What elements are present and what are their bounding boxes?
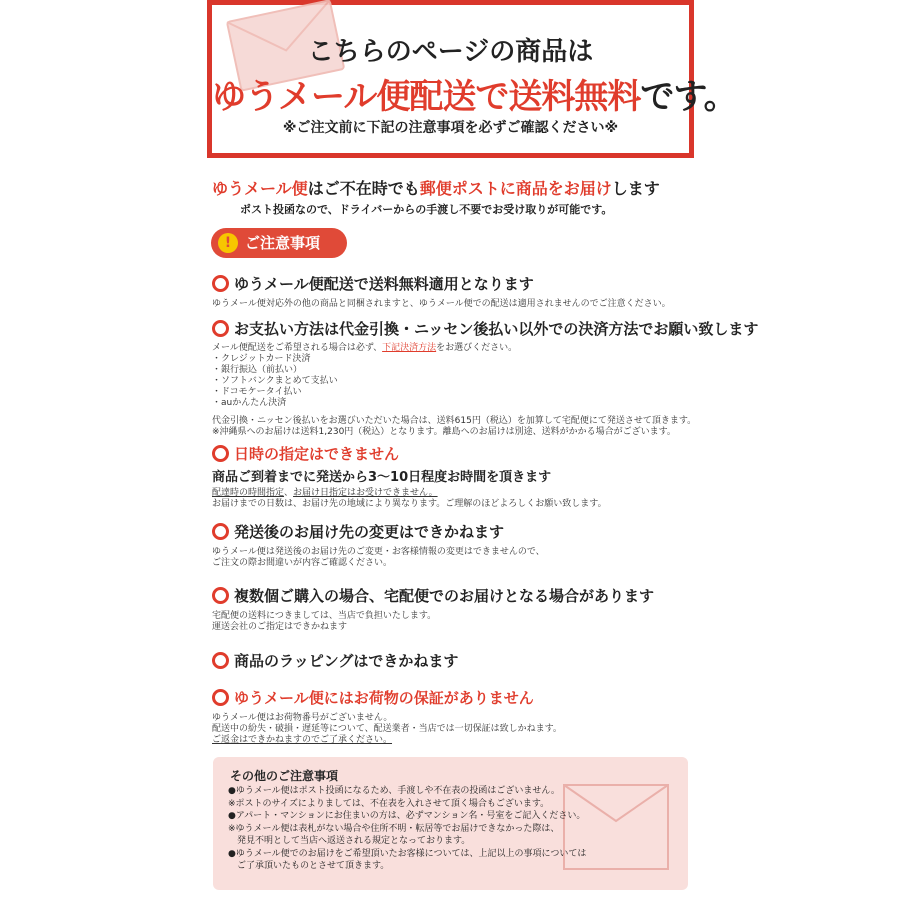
section-title-text: 発送後のお届け先の変更はできかねます bbox=[234, 523, 505, 541]
list-item: ・クレジットカード決済 bbox=[212, 354, 311, 364]
payment-note1: 代金引換・ニッセン後払いをお選びいただいた場合は、送料615円（税込）を加算して宅配便にて発送させて頂きます。 bbox=[212, 416, 697, 426]
section-title-text: ゆうメール便配送で送料無料適用となります bbox=[234, 275, 534, 293]
section-red-text: ご返金はできかねますのでご了承ください。 bbox=[212, 735, 393, 745]
red-c: お届け日指定はお受けできません。 bbox=[293, 488, 438, 498]
section-title bbox=[212, 650, 458, 671]
section-title-text: 日時の指定はできません bbox=[234, 445, 400, 463]
payment-methods-list bbox=[212, 354, 758, 409]
section-text: 運送会社のご指定はできかねます bbox=[212, 622, 348, 632]
list-item: ・銀行振込（前払い） bbox=[212, 365, 303, 375]
section-title bbox=[212, 521, 545, 542]
section-title-text: お支払い方法は代金引換・ニッセン後払い以外での決済方法でお願い致します bbox=[234, 320, 759, 338]
section-no-guarantee bbox=[212, 687, 562, 746]
note-line: ●ゆうメール便でのお届けをご希望頂いたお客様については、上記以上の事項については bbox=[228, 848, 587, 859]
section-title bbox=[212, 585, 654, 606]
other-notes-title: その他のご注意事項 bbox=[230, 769, 339, 783]
text-a: メール便配送をご希望される場合は必ず、 bbox=[212, 343, 383, 353]
section-text: 配送中の紛失・破損・遅延等について、配送業者・当店では一切保証は致しかねます。 bbox=[212, 724, 562, 734]
section-no-wrapping bbox=[212, 650, 458, 671]
circle-icon bbox=[212, 445, 229, 462]
section-title-text: 複数個ご購入の場合、宅配便でのお届けとなる場合があります bbox=[234, 587, 655, 605]
section-no-address-change bbox=[212, 521, 545, 569]
list-item: ・ソフトバンクまとめて支払い bbox=[212, 376, 338, 386]
section-title bbox=[212, 443, 607, 464]
section-text: ゆうメール便はお荷物番号がございません。 bbox=[212, 713, 393, 723]
note-line: ※ポストのサイズによりましては、不在表を入れさせて頂く場合もございます。 bbox=[228, 798, 550, 809]
banner-free-shipping: ゆうメール便配送で送料無料 bbox=[212, 77, 641, 117]
intro-text-d: します bbox=[611, 179, 660, 198]
section-red-note bbox=[212, 488, 607, 499]
header-banner bbox=[207, 0, 737, 158]
circle-icon bbox=[212, 275, 229, 292]
red-a: 配達時の時間指定 bbox=[212, 488, 285, 498]
section-text: ご注文の際お間違いが内容ご確認ください。 bbox=[212, 558, 393, 568]
section-multiple-items bbox=[212, 585, 654, 633]
circle-icon bbox=[212, 689, 229, 706]
section-title-text: ゆうメール便にはお荷物の保証がありません bbox=[234, 689, 534, 707]
circle-icon bbox=[212, 320, 229, 337]
list-item: ・auかんたん決済 bbox=[212, 398, 287, 408]
section-title bbox=[212, 273, 671, 294]
note-line: ※ゆうメール便は表札がない場合や住所不明・転居等でお届けできなかった際は、 bbox=[228, 823, 560, 834]
circle-icon bbox=[212, 652, 229, 669]
intro-headline bbox=[212, 176, 660, 199]
banner-line2 bbox=[212, 69, 737, 118]
note-line: 発見不明として当店へ返送される規定となっております。 bbox=[228, 836, 471, 846]
section-text: ゆうメール便は発送後のお届け先のご変更・お客様情報の変更はできませんので、 bbox=[212, 547, 545, 557]
banner-line3: ※ご注文前に下記の注意事項を必ずご確認ください※ bbox=[282, 120, 619, 136]
section-text: 宅配便の送料につきましては、当店で負担いたします。 bbox=[212, 611, 437, 621]
note-line: ●アパート・マンションにお住まいの方は、必ずマンション名・号室をご記入ください。 bbox=[228, 811, 586, 821]
section-text: お届けまでの日数は、お届け先の地域により異なります。ご理解のほどよろしくお願い致します。 bbox=[212, 499, 607, 509]
list-item: ・ドコモケータイ払い bbox=[212, 387, 302, 397]
payment-note2: ※沖縄県へのお届けは送料1,230円（税込）となります。離島へのお届けは別途、送料がかかる場合がございます。 bbox=[212, 427, 676, 437]
circle-icon bbox=[212, 587, 229, 604]
other-notes-lines bbox=[228, 785, 586, 873]
circle-icon bbox=[212, 523, 229, 540]
intro-yumail: ゆうメール便 bbox=[212, 179, 308, 198]
section-title bbox=[212, 318, 758, 339]
payment-methods-link: 下記決済方法 bbox=[382, 343, 437, 353]
red-b: 、 bbox=[284, 488, 294, 498]
section-free-shipping bbox=[212, 273, 671, 310]
banner-desu: です。 bbox=[640, 77, 737, 117]
intro-text-b: はご不在時でも bbox=[307, 179, 420, 198]
note-line: ご了承頂いたものとさせて頂きます。 bbox=[228, 861, 390, 871]
section-sub: 商品ご到着までに発送から3〜10日程度お時間を頂きます bbox=[212, 470, 552, 485]
banner-line1: こちらのページの商品は bbox=[307, 37, 594, 67]
note-line: ●ゆうメール便はポスト投函になるため、手渡しや不在表の投函はございません。 bbox=[228, 786, 560, 796]
other-notes-box bbox=[213, 757, 688, 890]
text-c: をお選びください。 bbox=[436, 343, 518, 353]
intro-subline: ポスト投函なので、ドライバーからの手渡し不要でお受け取りが可能です。 bbox=[240, 203, 613, 216]
exclamation-icon: ! bbox=[218, 233, 238, 253]
section-text bbox=[212, 343, 758, 354]
section-payment bbox=[212, 318, 758, 438]
section-text: ゆうメール便対応外の他の商品と同梱されますと、ゆうメール便での配送は適用されませんのでご注意ください。 bbox=[212, 299, 671, 309]
section-title bbox=[212, 687, 562, 708]
section-title-text: 商品のラッピングはできかねます bbox=[234, 652, 459, 670]
notice-tag-label: ご注意事項 bbox=[245, 234, 321, 252]
notice-tag bbox=[211, 228, 347, 258]
intro-post: 郵便ポストに商品をお届け bbox=[419, 179, 612, 198]
section-no-date bbox=[212, 443, 607, 510]
